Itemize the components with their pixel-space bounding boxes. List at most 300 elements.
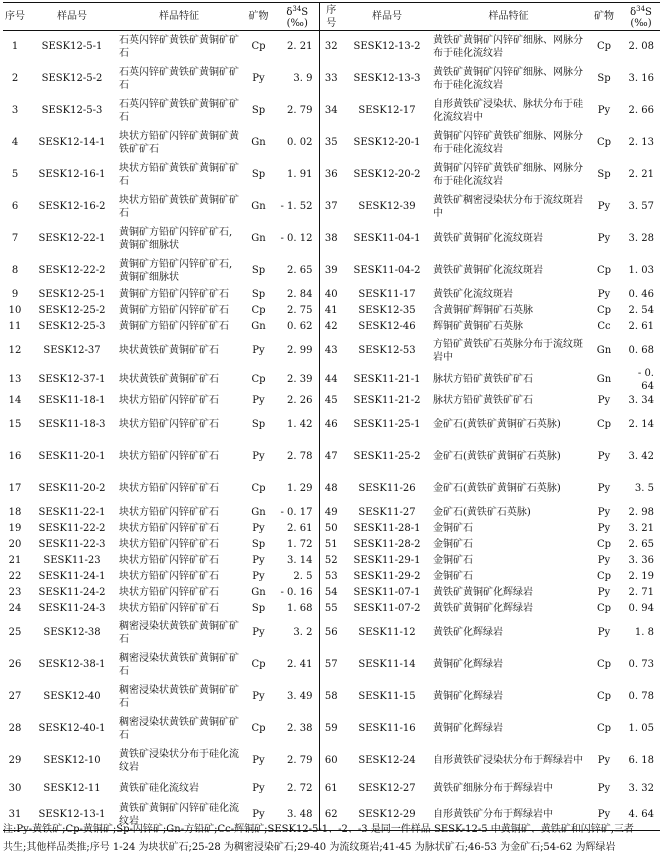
cell-sample: SESK11-28-2 (353, 539, 421, 550)
cell-value: 2. 54 (628, 305, 654, 316)
cell-no: 54 (324, 587, 338, 598)
cell-value: 6. 18 (628, 755, 654, 766)
cell-feature: 黄铜矿化辉绿岩 (433, 723, 503, 734)
cell-mineral: Py (252, 755, 265, 766)
table-header-row (3, 3, 660, 31)
cell-mineral: Py (252, 451, 265, 462)
cell-value: 1. 68 (276, 601, 319, 617)
table-row (3, 537, 660, 553)
cell-no: 10 (8, 305, 22, 316)
cell-sample: SESK12-40-1 (38, 723, 106, 734)
cell-mineral: Py (252, 782, 265, 794)
cell-value: 2. 21 (628, 169, 654, 180)
cell-sample: SESK11-21-2 (353, 395, 421, 406)
header-sample-right: 样品号 (343, 3, 431, 31)
cell-mineral: Sp (251, 419, 266, 430)
cell-sample: SESK12-14-1 (38, 137, 106, 148)
cell-mineral: Cp (596, 265, 612, 276)
cell-mineral: Cp (251, 41, 266, 53)
cell-value: 2. 84 (276, 287, 319, 303)
cell-value: 2. 98 (628, 507, 654, 518)
cell-value: 0. 94 (628, 603, 654, 614)
cell-feature: 含黄铜矿辉铜矿石英脉 (433, 305, 533, 316)
cell-no: 47 (324, 451, 338, 462)
cell-value: - 0. 16 (276, 585, 319, 601)
table-row (3, 777, 660, 800)
cell-value: 2. 79 (276, 745, 319, 777)
cell-feature: 黄铜矿化辉绿岩 (433, 691, 503, 702)
cell-no: 1 (11, 41, 19, 53)
table-body (3, 31, 660, 831)
cell-mineral: Py (252, 345, 265, 356)
cell-sample: SESK11-28-1 (353, 523, 421, 534)
cell-value: 2. 41 (276, 649, 319, 681)
cell-sample: SESK12-13-3 (353, 73, 421, 84)
cell-feature: 金铜矿石 (433, 571, 473, 582)
cell-feature: 稠密浸染状黄铁矿黄铜矿矿石 (119, 684, 239, 709)
cell-mineral: Py (241, 800, 276, 831)
cell-no: 34 (324, 105, 338, 116)
cell-value: 2. 21 (276, 31, 319, 63)
cell-feature: 脉状方铅矿黄铁矿矿石 (433, 374, 533, 385)
cell-value: 1. 8 (634, 627, 654, 638)
cell-value: 3. 49 (276, 681, 319, 713)
cell-no: 15 (8, 419, 22, 430)
cell-feature: 块状方铅矿闪锌矿矿石 (119, 539, 219, 550)
header-no-right: 序号 (319, 3, 343, 31)
cell-feature: 黄铁矿黄铜矿化辉绿岩 (433, 603, 533, 614)
cell-sample: SESK12-22-2 (38, 265, 106, 276)
cell-sample: SESK11-22-2 (38, 523, 106, 534)
table-row (3, 713, 660, 745)
cell-feature: 块状方铅矿闪锌矿矿石 (119, 419, 219, 430)
table-row (3, 601, 660, 617)
cell-feature: 黄铜矿闪锌矿黄铁矿细脉、网脉分布于硅化流纹岩 (433, 162, 583, 187)
cell-no: 42 (324, 321, 338, 332)
cell-mineral: Py (597, 451, 611, 462)
cell-mineral: Py (597, 755, 611, 766)
cell-value: 4. 64 (622, 800, 660, 831)
cell-feature: 块状黄铁矿黄铜矿矿石 (119, 374, 219, 385)
cell-no: 53 (324, 571, 338, 582)
cell-sample: SESK12-53 (358, 345, 416, 356)
cell-no: 14 (8, 395, 22, 406)
cell-sample: SESK12-37-1 (38, 374, 106, 385)
cell-mineral: Py (586, 800, 622, 831)
cell-no: 13 (8, 374, 22, 385)
cell-value: 2. 72 (276, 777, 319, 800)
header-mineral-right: 矿物 (586, 3, 622, 31)
cell-feature: 石英闪锌矿黄铁矿黄铜矿矿石 (119, 34, 239, 59)
cell-no: 24 (8, 603, 22, 614)
cell-sample: SESK12-25-3 (38, 321, 106, 332)
cell-value: 0. 78 (628, 691, 654, 702)
cell-mineral: Py (252, 395, 265, 406)
cell-sample: SESK11-27 (358, 507, 416, 518)
cell-no: 45 (324, 395, 338, 406)
cell-no: 43 (324, 345, 338, 356)
cell-mineral: Sp (251, 603, 266, 614)
cell-feature: 脉状方铅矿黄铁矿矿石 (433, 395, 533, 406)
cell-value: 2. 79 (276, 95, 319, 127)
cell-feature: 块状方铅矿闪锌矿矿石 (119, 571, 219, 582)
cell-sample: SESK12-37 (43, 345, 101, 356)
cell-mineral: Py (252, 691, 265, 702)
cell-value: 2. 08 (628, 41, 654, 53)
cell-mineral: Cp (596, 419, 612, 430)
cell-feature: 块状方铅矿闪锌矿矿石 (119, 523, 219, 534)
cell-feature: 稠密浸染状黄铁矿黄铜矿矿石 (119, 652, 239, 677)
delta-sup: 34 (292, 5, 302, 13)
table-row (3, 745, 660, 777)
cell-sample: SESK11-14 (358, 659, 416, 670)
cell-no: 19 (8, 523, 22, 534)
cell-sample: SESK11-20-2 (38, 483, 106, 494)
cell-no: 32 (324, 41, 338, 53)
cell-sample: SESK12-13-2 (353, 41, 421, 53)
cell-feature: 块状方铅矿黄铁矿黄铜矿矿石 (119, 162, 239, 187)
cell-no: 60 (324, 755, 338, 766)
table-row (3, 553, 660, 569)
cell-no: 41 (324, 305, 338, 316)
cell-feature: 块状方铅矿闪锌矿矿石 (119, 451, 219, 462)
cell-feature: 方铅矿黄铁矿石英脉分布于流纹斑岩中 (433, 338, 583, 363)
cell-no: 11 (8, 321, 22, 332)
cell-sample: SESK12-35 (358, 305, 416, 316)
cell-feature: 黄铜矿闪锌矿黄铁矿细脉、网脉分布于硅化流纹岩 (433, 130, 583, 155)
cell-mineral: Py (597, 507, 611, 518)
cell-feature: 块状方铅矿闪锌矿矿石 (119, 507, 219, 518)
cell-mineral: Cp (251, 374, 266, 385)
cell-sample: SESK11-20-1 (38, 451, 106, 462)
cell-value: 3. 32 (628, 782, 654, 794)
cell-mineral: Sp (251, 105, 266, 116)
cell-mineral: Sp (251, 169, 266, 180)
cell-sample: SESK12-27 (358, 782, 416, 794)
cell-value: 2. 5 (276, 569, 319, 585)
cell-no: 55 (324, 603, 338, 614)
delta-s: S (301, 7, 309, 18)
delta-sup: 34 (636, 5, 646, 13)
table-row (3, 585, 660, 601)
cell-mineral: Py (252, 73, 265, 84)
cell-feature: 稠密浸染状黄铁矿黄铜矿矿石 (119, 716, 239, 741)
cell-sample: SESK12-13-1 (27, 800, 117, 831)
table-row (3, 649, 660, 681)
cell-sample: SESK11-18-1 (38, 395, 106, 406)
cell-no: 56 (324, 627, 338, 638)
cell-sample: SESK12-38-1 (38, 659, 106, 670)
cell-no: 2 (11, 73, 19, 84)
cell-feature: 黄铁矿黄铜矿闪锌矿细脉、网脉分布于硅化流纹岩 (433, 66, 583, 91)
table-row (3, 569, 660, 585)
cell-feature: 金铜矿石 (433, 523, 473, 534)
cell-feature: 黄铜矿化辉绿岩 (433, 659, 503, 670)
cell-mineral: Gn (251, 587, 266, 598)
cell-mineral: Gn (251, 321, 266, 332)
cell-mineral: Py (597, 201, 611, 212)
cell-mineral: Gn (251, 137, 266, 148)
cell-value: 2. 71 (628, 587, 654, 598)
cell-no: 49 (324, 507, 338, 518)
table-row (3, 255, 660, 287)
cell-value: 2. 26 (276, 393, 319, 409)
cell-sample: SESK11-22-3 (38, 539, 106, 550)
cell-sample: SESK12-22-1 (38, 233, 106, 244)
cell-sample: SESK11-24-1 (38, 571, 106, 582)
table-row (3, 441, 660, 473)
cell-sample: SESK11-24-2 (38, 587, 106, 598)
cell-mineral: Sp (251, 265, 266, 276)
cell-no: 36 (324, 169, 338, 180)
table-note: 注:Py-黄铁矿;Cp-黄铜矿;Sp-闪锌矿;Gn-方铅矿;Cc-辉铜矿;SESK12-5-1、-2、-3 是同一件样品 SESK-12-5 中黄铜矿、黄铁矿和闪锌矿,三者共生;其他样品类推;序号 1-24 为块状矿石;25-28 为稠密浸染矿石;29-40 为流纹斑岩;41-45 为脉状矿石;46-53 为金矿石;54-62 为辉绿岩 (3, 824, 634, 853)
cell-no: 46 (324, 419, 338, 430)
cell-feature: 自形黄铁矿浸染状分布于辉绿岩中 (433, 755, 583, 766)
table-row (3, 505, 660, 521)
table-row (3, 681, 660, 713)
cell-mineral: Py (597, 523, 611, 534)
cell-value: 3. 5 (634, 483, 654, 494)
cell-value: 3. 28 (628, 233, 654, 244)
table-row (3, 409, 660, 441)
cell-sample: SESK11-25-2 (353, 451, 421, 462)
cell-mineral: Cp (596, 691, 612, 702)
cell-sample: SESK11-15 (358, 691, 416, 702)
cell-feature: 石英闪锌矿黄铁矿黄铜矿矿石 (119, 66, 239, 91)
cell-no: 3 (11, 105, 19, 116)
cell-value: 2. 19 (628, 571, 654, 582)
cell-sample: SESK11-16 (358, 723, 416, 734)
delta-unit: (‰) (286, 18, 308, 29)
cell-mineral: Py (597, 587, 611, 598)
cell-value: 3. 57 (628, 201, 654, 212)
cell-mineral: Cp (251, 659, 266, 670)
cell-feature: 黄铜矿方铅矿闪锌矿矿石,黄铜矿细脉状 (119, 226, 233, 251)
cell-sample: SESK12-20-1 (353, 137, 421, 148)
cell-mineral: Cp (251, 483, 266, 494)
cell-sample: SESK11-12 (358, 627, 416, 638)
cell-value: 2. 99 (276, 335, 319, 367)
cell-sample: SESK12-20-2 (353, 169, 421, 180)
header-feature-left: 样品特征 (117, 3, 241, 31)
cell-sample: SESK11-21-1 (353, 374, 421, 385)
cell-value: 2. 13 (628, 137, 654, 148)
cell-value: 3. 14 (276, 553, 319, 569)
cell-no: 44 (324, 374, 338, 385)
cell-feature: 块状方铅矿闪锌矿黄铜矿黄铁矿矿石 (119, 130, 239, 155)
cell-mineral: Cp (596, 571, 612, 582)
cell-sample: SESK12-5-3 (41, 105, 103, 116)
cell-feature: 块状方铅矿闪锌矿矿石 (119, 587, 219, 598)
cell-feature: 金铜矿石 (433, 539, 473, 550)
cell-no: 23 (8, 587, 22, 598)
cell-sample: SESK11-22-1 (38, 507, 106, 518)
cell-feature: 自形黄铁矿浸染状、脉状分布于硅化流纹岩中 (433, 98, 583, 123)
cell-value: 2. 65 (628, 539, 654, 550)
cell-sample: SESK12-16-1 (38, 169, 106, 180)
cell-value: 3. 34 (628, 395, 654, 406)
cell-mineral: Py (252, 555, 265, 566)
cell-no: 62 (319, 800, 343, 831)
cell-value: 2. 78 (276, 441, 319, 473)
cell-value: 3. 9 (276, 63, 319, 95)
cell-value: 0. 73 (628, 659, 654, 670)
cell-sample: SESK11-29-1 (353, 555, 421, 566)
header-sample-left: 样品号 (27, 3, 117, 31)
table-row (3, 617, 660, 649)
cell-value: 3. 21 (628, 523, 654, 534)
cell-sample: SESK12-10 (43, 755, 101, 766)
cell-mineral: Py (597, 555, 611, 566)
cell-no: 31 (3, 800, 27, 831)
cell-sample: SESK11-07-1 (353, 587, 421, 598)
table-row (3, 367, 660, 393)
table-row (3, 63, 660, 95)
cell-feature: 黄铁矿化辉绿岩 (433, 627, 503, 638)
cell-mineral: Py (597, 289, 611, 300)
cell-no: 6 (11, 201, 19, 212)
cell-mineral: Cc (597, 321, 611, 332)
cell-feature: 金矿石(黄铁矿黄铜矿石英脉) (433, 451, 561, 462)
table-row (3, 303, 660, 319)
cell-no: 21 (8, 555, 22, 566)
table-row (3, 335, 660, 367)
header-delta-left (276, 3, 319, 31)
cell-feature: 块状方铅矿闪锌矿矿石 (119, 555, 219, 566)
cell-mineral: Gn (251, 201, 266, 212)
cell-value: 2. 38 (276, 713, 319, 745)
cell-value: 0. 46 (628, 289, 654, 300)
cell-feature: 黄铜矿方铅矿闪锌矿矿石 (119, 321, 229, 332)
delta-symbol: δ (630, 7, 637, 18)
cell-value: 3. 42 (628, 451, 654, 462)
cell-feature: 黄铁矿黄铜矿化辉绿岩 (433, 587, 533, 598)
cell-feature: 金矿石(黄铁矿黄铜矿石英脉) (433, 483, 561, 494)
cell-feature: 稠密浸染状黄铁矿黄铜矿矿石 (119, 620, 239, 645)
cell-no: 58 (324, 691, 338, 702)
cell-mineral: Cp (596, 41, 612, 53)
cell-no: 50 (324, 523, 338, 534)
cell-feature: 黄铁矿黄铜矿闪锌矿硅化流纹岩 (117, 800, 241, 831)
cell-value: 2. 65 (276, 255, 319, 287)
cell-sample: SESK12-24 (358, 755, 416, 766)
table-row (3, 521, 660, 537)
cell-feature: 金矿石(黄铁矿石英脉) (433, 507, 531, 518)
table-row (3, 191, 660, 223)
cell-feature: 辉铜矿黄铜矿石英脉 (433, 321, 523, 332)
cell-no: 9 (11, 289, 19, 300)
cell-mineral: Py (597, 483, 611, 494)
cell-value: 3. 2 (276, 617, 319, 649)
cell-value: 3. 48 (276, 800, 319, 831)
cell-sample: SESK11-25-1 (353, 419, 421, 430)
cell-sample: SESK12-29 (343, 800, 431, 831)
cell-no: 30 (8, 782, 22, 794)
cell-no: 16 (8, 451, 22, 462)
cell-feature: 黄铜矿方铅矿闪锌矿矿石 (119, 305, 229, 316)
cell-feature: 石英闪锌矿黄铁矿黄铜矿矿石 (119, 98, 239, 123)
delta-symbol: δ (286, 7, 293, 18)
cell-no: 37 (324, 201, 338, 212)
cell-feature: 块状黄铁矿黄铜矿矿石 (119, 345, 219, 356)
table-row (3, 319, 660, 335)
cell-value: 2. 39 (276, 367, 319, 393)
cell-mineral: Cp (596, 137, 612, 148)
cell-no: 59 (324, 723, 338, 734)
cell-value: - 0. 64 (637, 367, 654, 392)
cell-no: 57 (324, 659, 338, 670)
cell-mineral: Py (597, 782, 611, 794)
cell-sample: SESK12-11 (43, 782, 101, 794)
cell-no: 29 (8, 755, 22, 766)
table-row (3, 393, 660, 409)
cell-mineral: Cp (596, 305, 612, 316)
cell-mineral: Gn (251, 233, 266, 244)
cell-value: 0. 62 (276, 319, 319, 335)
cell-sample: SESK12-38 (43, 627, 101, 638)
cell-sample: SESK11-04-2 (353, 265, 421, 276)
table-row (3, 223, 660, 255)
cell-feature: 块状方铅矿黄铁矿黄铜矿矿石 (119, 194, 239, 219)
cell-value: - 1. 52 (276, 191, 319, 223)
cell-sample: SESK12-5-2 (41, 73, 103, 84)
cell-mineral: Py (252, 571, 265, 582)
cell-value: 0. 68 (628, 345, 654, 356)
cell-no: 4 (11, 137, 19, 148)
cell-mineral: Cp (251, 305, 266, 316)
cell-feature: 黄铁矿浸染状分布于硅化流纹岩 (119, 748, 239, 773)
cell-feature: 块状方铅矿闪锌矿矿石 (119, 483, 219, 494)
table-row (3, 159, 660, 191)
cell-value: 0. 02 (276, 127, 319, 159)
cell-sample: SESK11-17 (358, 289, 416, 300)
cell-no: 40 (324, 289, 338, 300)
cell-sample: SESK12-5-1 (41, 41, 103, 53)
cell-mineral: Sp (597, 169, 611, 180)
header-feature-right: 样品特征 (431, 3, 586, 31)
cell-value: 2. 61 (628, 321, 654, 332)
cell-feature: 金矿石(黄铁矿黄铜矿石英脉) (433, 419, 561, 430)
cell-mineral: Cp (596, 659, 612, 670)
cell-sample: SESK12-46 (358, 321, 416, 332)
cell-no: 39 (324, 265, 338, 276)
cell-no: 27 (8, 691, 22, 702)
table-row (3, 473, 660, 505)
cell-no: 17 (8, 483, 22, 494)
header-mineral-left: 矿物 (241, 3, 276, 31)
cell-no: 22 (8, 571, 22, 582)
cell-mineral: Cp (596, 603, 612, 614)
cell-sample: SESK12-25-1 (38, 289, 106, 300)
cell-sample: SESK11-29-2 (353, 571, 421, 582)
cell-sample: SESK11-18-3 (38, 419, 106, 430)
cell-sample: SESK11-26 (358, 483, 416, 494)
cell-sample: SESK11-24-3 (38, 603, 106, 614)
cell-value: 1. 29 (276, 473, 319, 505)
table-row (3, 127, 660, 159)
cell-no: 61 (324, 782, 338, 794)
cell-no: 7 (11, 233, 19, 244)
cell-no: 25 (8, 627, 22, 638)
cell-mineral: Sp (251, 289, 266, 300)
cell-no: 48 (324, 483, 338, 494)
cell-feature: 黄铜矿方铅矿闪锌矿矿石 (119, 289, 229, 300)
cell-no: 12 (8, 345, 22, 356)
cell-feature: 黄铜矿方铅矿闪锌矿矿石,黄铜矿细脉状 (119, 258, 233, 283)
sulfur-isotope-table (3, 2, 660, 831)
cell-no: 8 (11, 265, 19, 276)
cell-value: 3. 16 (628, 73, 654, 84)
